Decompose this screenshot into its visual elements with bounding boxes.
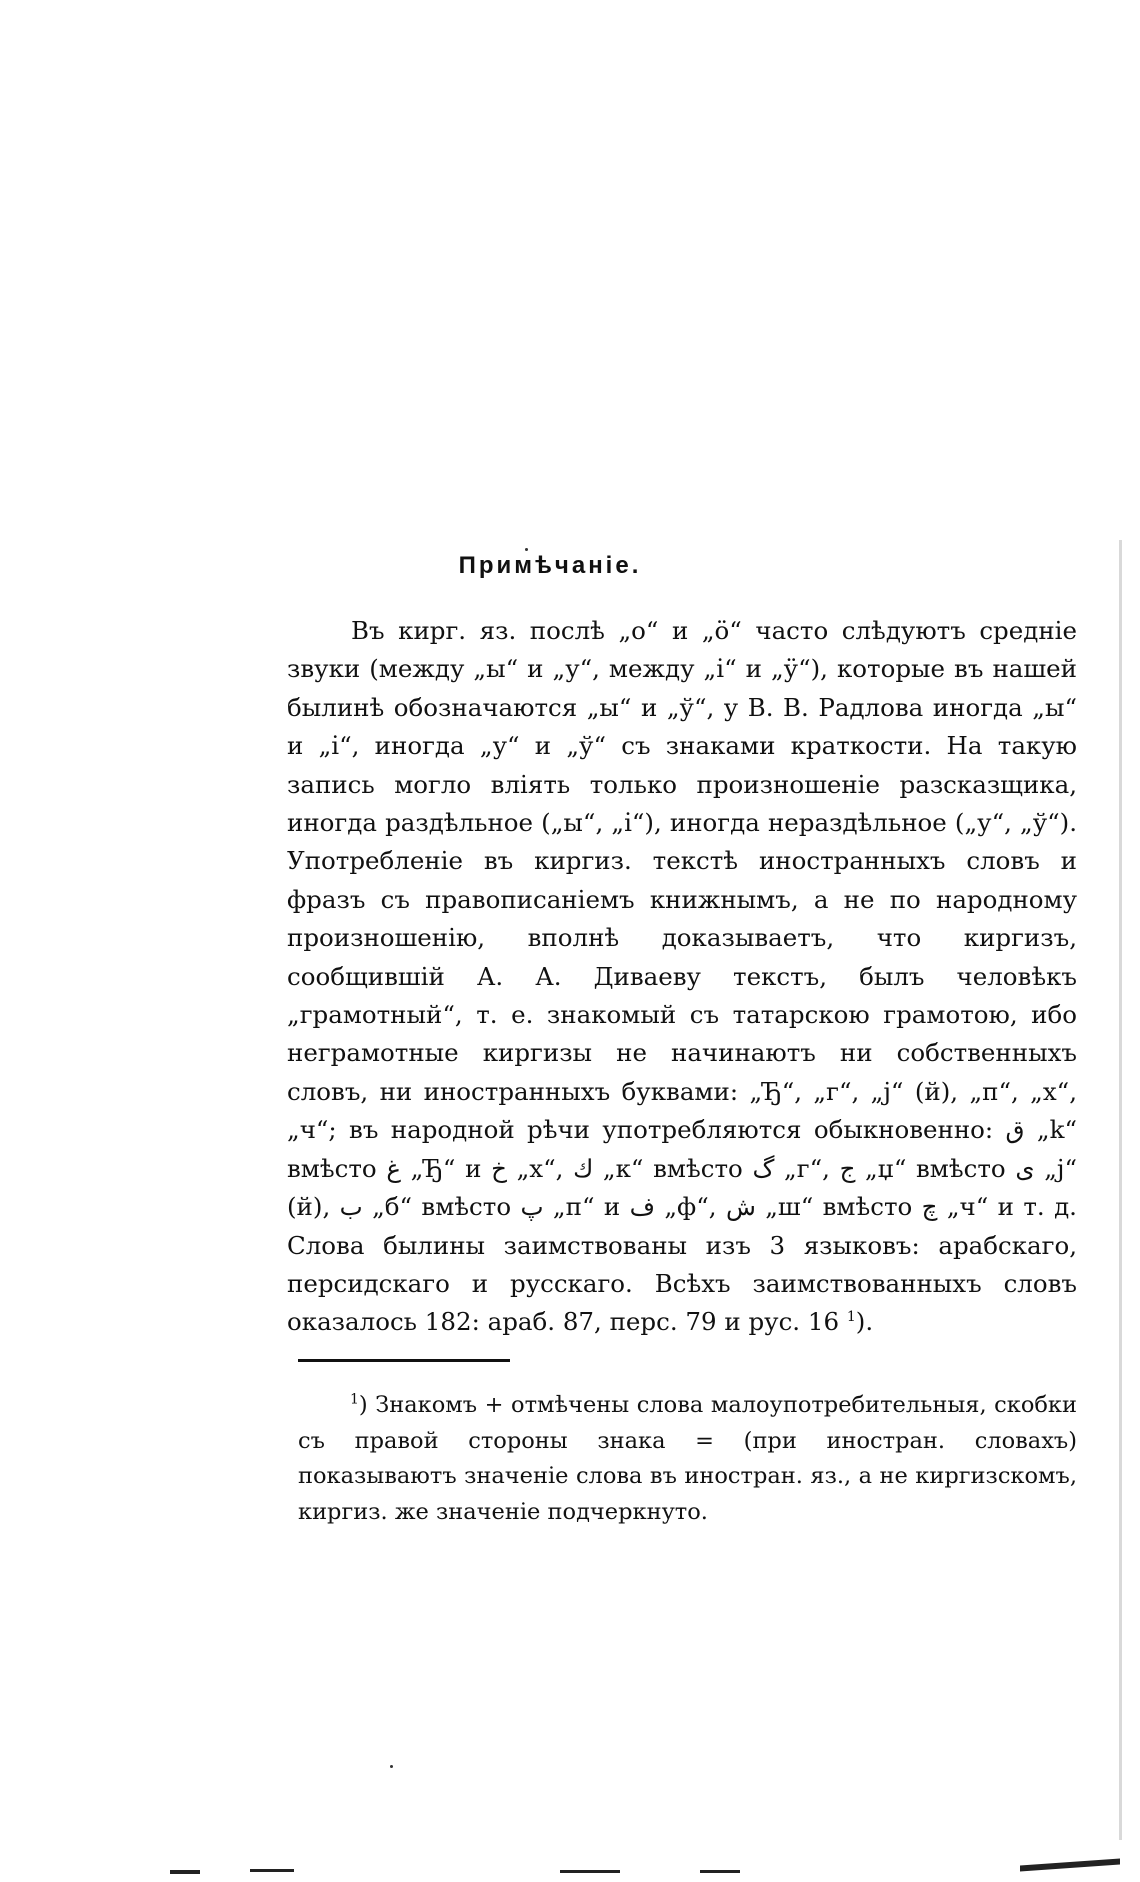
footnote-mark: 1 bbox=[350, 1391, 359, 1408]
scan-artifact bbox=[170, 1870, 200, 1874]
footnote-reference: 1 bbox=[846, 1309, 856, 1326]
page-title: Примѣчаніе. bbox=[458, 552, 642, 579]
scan-speck bbox=[525, 548, 528, 551]
scan-artifact bbox=[1020, 1859, 1120, 1872]
footnote-text: ) Знакомъ + отмѣчены слова малоупотребительныя, скобки съ правой стороны знака = (при иностран. словахъ) показываютъ значеніе слова въ иностран. яз., а не киргизскомъ, киргиз. же значеніе подчеркнуто. bbox=[298, 1392, 1077, 1525]
footnote-divider bbox=[298, 1359, 510, 1362]
page-edge-shadow bbox=[1119, 540, 1122, 1840]
scan-artifact bbox=[250, 1869, 294, 1872]
main-paragraph-text: Въ кирг. яз. послѣ „о“ и „ӧ“ часто слѣдуютъ средніе звуки (между „ы“ и „у“, между „і̇“ и „ӱ“), которые въ нашей былинѣ обозначаются „ы“ и „ў“, у В. В. Радлова иногда „ы“ и „і̇“, иногда „у“ и „ў“ съ знаками краткости. На такую запись могло вліять только произношеніе разсказщика, иногда раздѣльное („ы“, „і̇“), иногда нераздѣльное („у“, „ў“). Употребленіе въ киргиз. текстѣ иностранныхъ словъ и фразъ съ правописаніемъ книжнымъ, а не по народному произношенію, вполнѣ доказываетъ, что киргизъ, сообщившій А. А. Диваеву текстъ, былъ человѣкъ „грамотный“, т. е. знакомый съ татарскою грамотою, ибо неграмотные киргизы не начинаютъ ни собственныхъ словъ, ни иностранныхъ буквами: „Ђ“, „г“, „j“ (й), „п“, „х“, „ч“; въ народной рѣчи употребляются обыкновенно: ق „k“ вмѣсто غ „Ђ“ и خ „х“, ك „к“ вмѣсто گ „г“, ج „џ“ вмѣсто ى „j“ (й), ب „б“ вмѣсто پ „п“ и ف „ф“, ش „ш“ вмѣсто چ „ч“ и т. д. Слова былины заимствованы изъ 3 языковъ: арабскаго, персидскаго и русскаго. Всѣхъ заимствованныхъ словъ оказалось 182: араб. 87, перс. 79 и рус. 16 bbox=[287, 616, 1078, 1337]
main-paragraph-end: ). bbox=[855, 1307, 874, 1337]
main-paragraph bbox=[287, 612, 1077, 1342]
scan-artifact bbox=[560, 1870, 620, 1873]
scan-speck bbox=[390, 1765, 393, 1768]
scan-artifact bbox=[700, 1870, 740, 1873]
footnote bbox=[298, 1388, 1077, 1530]
